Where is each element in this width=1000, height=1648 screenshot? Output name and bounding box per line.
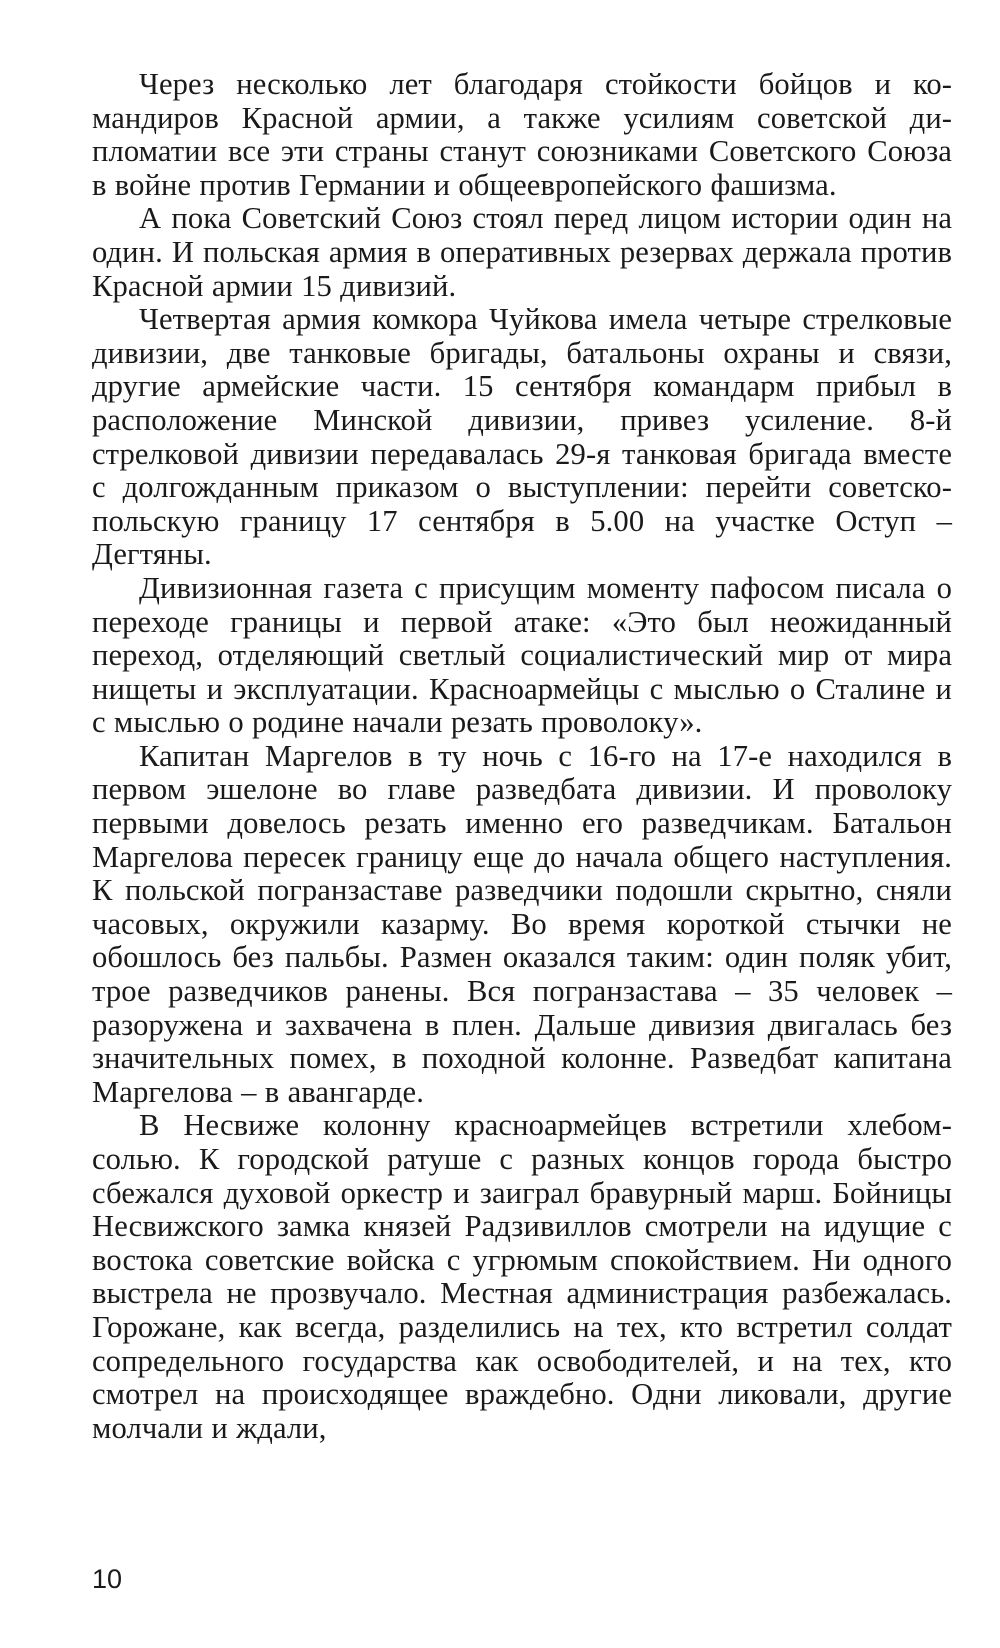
paragraph-1: Через несколько лет благодаря стойкости бойцов и командиров Красной армии, а также усилиям советской дипломатии все эти страны станут союзниками Советского Союза в войне против Германии и общеевропейского фашизма. [92,67,952,202]
page-number: 10 [92,1564,123,1594]
paragraph-3: Четвертая армия комкора Чуйкова имела четыре стрелковые дивизии, две танковые бригады, батальоны охраны и связи, другие армейские части. 15 сентября командарм прибыл в расположение Минской дивизии, привез усиление. 8-й стрелковой дивизии передавалась 29-я танковая бригада вместе с долгожданным приказом о выступлении: перейти советско-польскую границу 17 сентября в 5.00 на участке Оступ – Дегтяны. [92,302,952,572]
paragraph-5: Капитан Маргелов в ту ночь с 16-го на 17-е находился в первом эшелоне во главе разведбата дивизии. И проволоку первыми довелось резать именно его разведчикам. Батальон Маргелова пересек границу еще до начала общего наступления. К польской погранзаставе разведчики подошли скрытно, сняли часовых, окружили казарму. Во время короткой стычки не обошлось без пальбы. Размен оказался таким: один поляк убит, трое разведчиков ранены. Вся погранзастава – 35 человек – разоружена и захвачена в плен. Дальше дивизия двигалась без значительных помех, в походной колонне. Разведбат капитана Маргелова – в авангарде. [92,738,952,1109]
body-text [92,68,952,1445]
paragraph-2: А пока Советский Союз стоял перед лицом истории один на один. И польская армия в оперативных резервах держала против Красной армии 15 дивизий. [92,201,952,303]
paragraph-6: В Несвиже колонну красноармейцев встретили хлебом-солью. К городской ратуше с разных концов города быстро сбежался духовой оркестр и заиграл бравурный марш. Бойницы Несвижского замка князей Радзивиллов смотрели на идущие с востока советские войска с угрюмым спокойствием. Ни одного выстрела не прозвучало. Местная администрация разбежалась. Горожане, как всегда, разделились на тех, кто встретил солдат сопредельного государства как освободителей, и на тех, кто смотрел на происходящее враждебно. Одни ликовали, другие молчали и ждали, [92,1108,952,1445]
paragraph-4: Дивизионная газета с присущим моменту пафосом писала о переходе границы и первой атаке: «Это был неожиданный переход, отделяющий светлый социалистический мир от мира нищеты и эксплуатации. Красноармейцы с мыслью о Сталине и с мыслью о родине начали резать проволоку». [92,570,952,740]
